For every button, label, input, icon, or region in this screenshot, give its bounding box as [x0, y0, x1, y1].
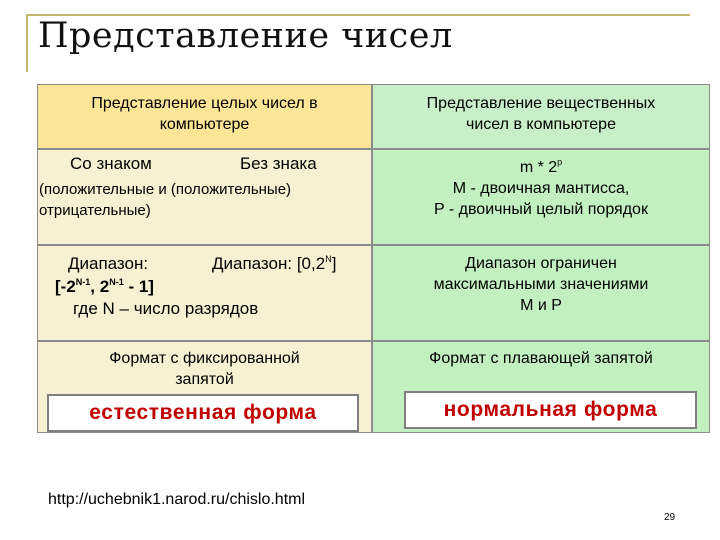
exponent-text: P - двоичный целый порядок [434, 201, 648, 218]
unsigned-note: (положительные) [170, 181, 292, 198]
reals-range-line2: максимальными значениями [433, 276, 649, 293]
range-signed-exp2: N-1 [109, 277, 124, 287]
slide-number: 29 [664, 512, 676, 523]
reals-range-line1: Диапазон ограничен [465, 255, 617, 272]
fixed-format-line1: Формат с фиксированной [109, 350, 300, 367]
formula-cell [372, 149, 710, 245]
natural-form-label: естественная форма [47, 394, 359, 432]
range-signed-c: - 1] [123, 277, 154, 296]
sign-notes [39, 179, 291, 221]
range-unsigned-exp: N [325, 254, 332, 264]
normal-form-label: нормальная форма [404, 391, 697, 429]
signed-label: Со знаком [70, 154, 152, 173]
fixed-format-line2: запятой [175, 371, 234, 388]
reals-header-line2: чисел в компьютере [466, 116, 616, 133]
formula-base: m * 2 [519, 159, 558, 176]
range-signed-label: Диапазон: [68, 254, 149, 273]
signed-note-line2: отрицательные) [39, 202, 151, 219]
range-signed-values [55, 277, 154, 297]
title-frame-left-line [26, 14, 28, 72]
integers-header [37, 84, 372, 149]
reals-range-cell [372, 245, 710, 341]
unsigned-label: Без знака [240, 154, 317, 173]
range-signed-a: [-2 [55, 277, 76, 296]
source-url[interactable]: http://uchebnik1.narod.ru/chislo.html [48, 491, 306, 508]
range-signed-b: , 2 [90, 277, 110, 296]
formula [373, 157, 709, 178]
range-unsigned-b: ] [331, 254, 337, 273]
range-unsigned-a: Диапазон: [0,2 [212, 254, 326, 273]
reals-header [372, 84, 710, 149]
mantissa-text: М - двоичная мантисса, [452, 180, 630, 197]
floating-format-text: Формат с плавающей запятой [429, 350, 653, 367]
page-title: Представление чисел [38, 16, 453, 56]
bits-note: где N – число разрядов [73, 299, 259, 318]
reals-header-line1: Представление вещественных [426, 95, 656, 112]
range-unsigned [212, 254, 336, 274]
integers-header-line1: Представление целых чисел в [91, 95, 318, 112]
reals-range-line3: M и P [520, 297, 562, 314]
signed-note-line1: (положительные и [39, 181, 167, 198]
range-signed-exp1: N-1 [75, 277, 91, 287]
integers-header-line2: компьютере [159, 116, 250, 133]
formula-exponent: p [557, 157, 563, 167]
